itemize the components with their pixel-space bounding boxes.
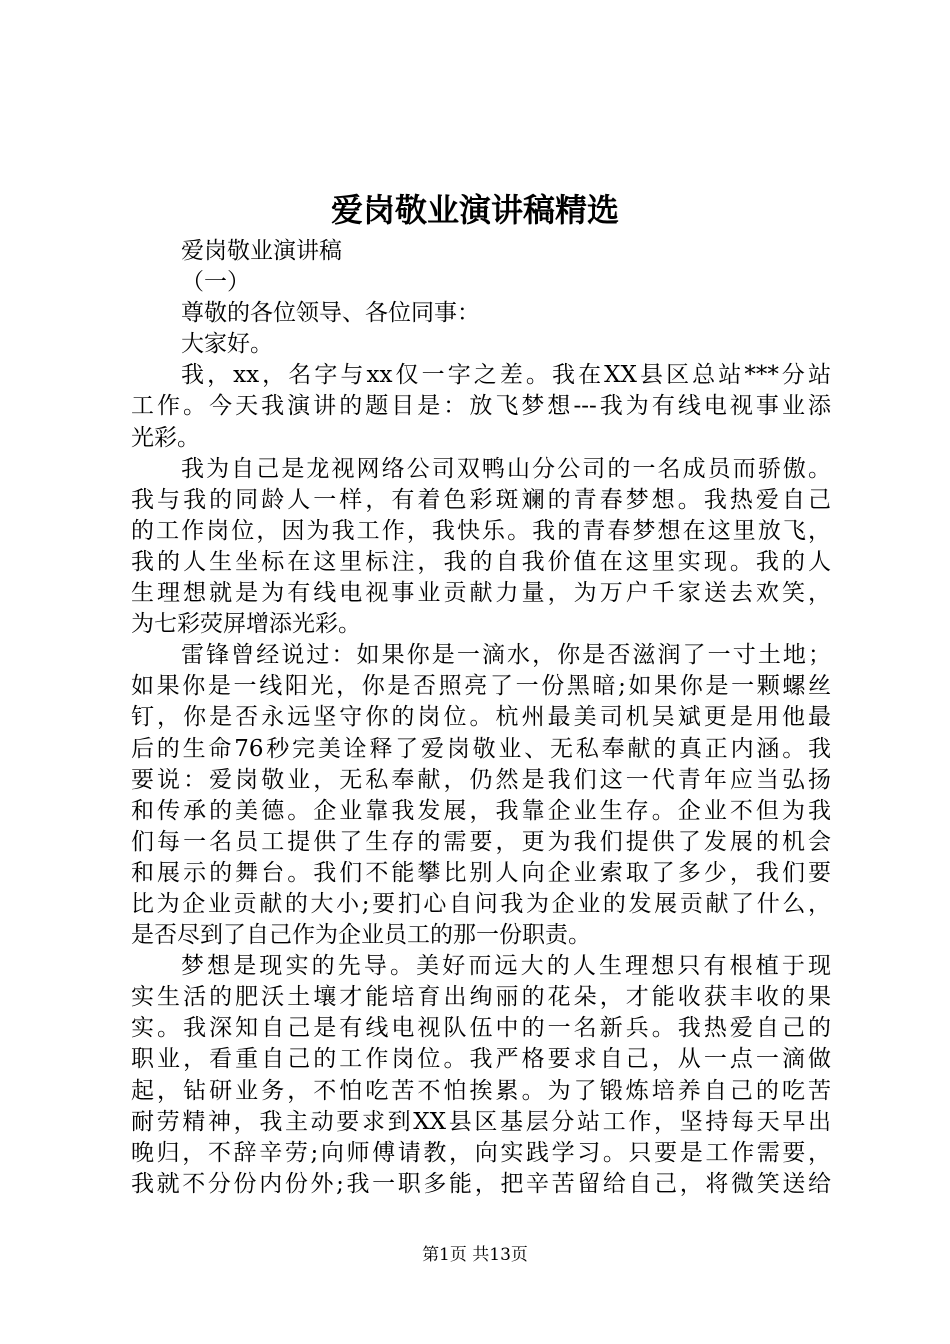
body-text-line: 实生活的肥沃土壤才能培育出绚丽的花朵，才能收获丰收的果 [131, 984, 831, 1011]
body-text-line: 钉，你是否永远坚守你的岗位。杭州最美司机吴斌更是用他最 [131, 704, 831, 731]
page-number-footer: 第1页 共13页 [422, 1245, 528, 1265]
body-text-line: 要说：爱岗敬业，无私奉献，仍然是我们这一代青年应当弘扬 [131, 766, 831, 793]
body-text-line: 后的生命76秒完美诠释了爱岗敬业、无私奉献的真正内涵。我 [131, 735, 831, 762]
body-text-line: 如果你是一线阳光，你是否照亮了一份黑暗;如果你是一颗螺丝 [131, 673, 831, 700]
body-text-line: 和传承的美德。企业靠我发展，我靠企业生存。企业不但为我 [131, 797, 831, 824]
body-text-line: 雷锋曾经说过：如果你是一滴水，你是否滋润了一寸土地； [181, 642, 831, 669]
body-text-line: 职业，看重自己的工作岗位。我严格要求自己，从一点一滴做 [131, 1046, 831, 1073]
body-text-line: 是否尽到了自己作为企业员工的那一份职责。 [131, 922, 591, 949]
body-text-line: 们每一名员工提供了生存的需要，更为我们提供了发展的机会 [131, 828, 831, 855]
body-text-line: 耐劳精神，我主动要求到XX县区基层分站工作，坚持每天早出 [131, 1108, 831, 1135]
body-text-line: 晚归，不辞辛劳;向师傅请教，向实践学习。只要是工作需要， [131, 1139, 831, 1166]
document-title: 爱岗敬业演讲稿精选 [330, 191, 619, 229]
body-text-line: 比为企业贡献的大小;要扪心自问我为企业的发展贡献了什么， [131, 890, 831, 917]
body-text-line: 我就不分份内份外;我一职多能，把辛苦留给自己，将微笑送给 [131, 1170, 831, 1197]
body-text-line: 大家好。 [181, 331, 273, 358]
body-text-line: 我的人生坐标在这里标注，我的自我价值在这里实现。我的人 [131, 548, 831, 575]
document-body [131, 236, 831, 1200]
body-text-line: 梦想是现实的先导。美好而远大的人生理想只有根植于现 [181, 953, 831, 980]
body-text-line: （一） [181, 269, 250, 296]
body-text-line: 的工作岗位，因为我工作，我快乐。我的青春梦想在这里放飞， [131, 517, 831, 544]
body-text-line: 我为自己是龙视网络公司双鸭山分公司的一名成员而骄傲。 [181, 455, 831, 482]
body-text-line: 爱岗敬业演讲稿 [181, 238, 342, 264]
body-text-line: 我与我的同龄人一样，有着色彩斑斓的青春梦想。我热爱自己 [131, 486, 831, 513]
body-text-line: 我，xx，名字与xx仅一字之差。我在XX县区总站***分站 [181, 362, 831, 389]
body-text-line: 起，钻研业务，不怕吃苦不怕挨累。为了锻炼培养自己的吃苦 [131, 1077, 831, 1104]
body-text-line: 工作。今天我演讲的题目是：放飞梦想---我为有线电视事业添 [131, 393, 831, 420]
body-text-line: 为七彩荧屏增添光彩。 [131, 611, 361, 638]
body-text-line: 尊敬的各位领导、各位同事： [181, 300, 480, 327]
body-text-line: 实。我深知自己是有线电视队伍中的一名新兵。我热爱自己的 [131, 1015, 831, 1042]
body-text-line: 光彩。 [131, 424, 200, 451]
body-text-line: 生理想就是为有线电视事业贡献力量，为万户千家送去欢笑， [131, 580, 831, 607]
body-text-line: 和展示的舞台。我们不能攀比别人向企业索取了多少，我们要 [131, 859, 831, 886]
